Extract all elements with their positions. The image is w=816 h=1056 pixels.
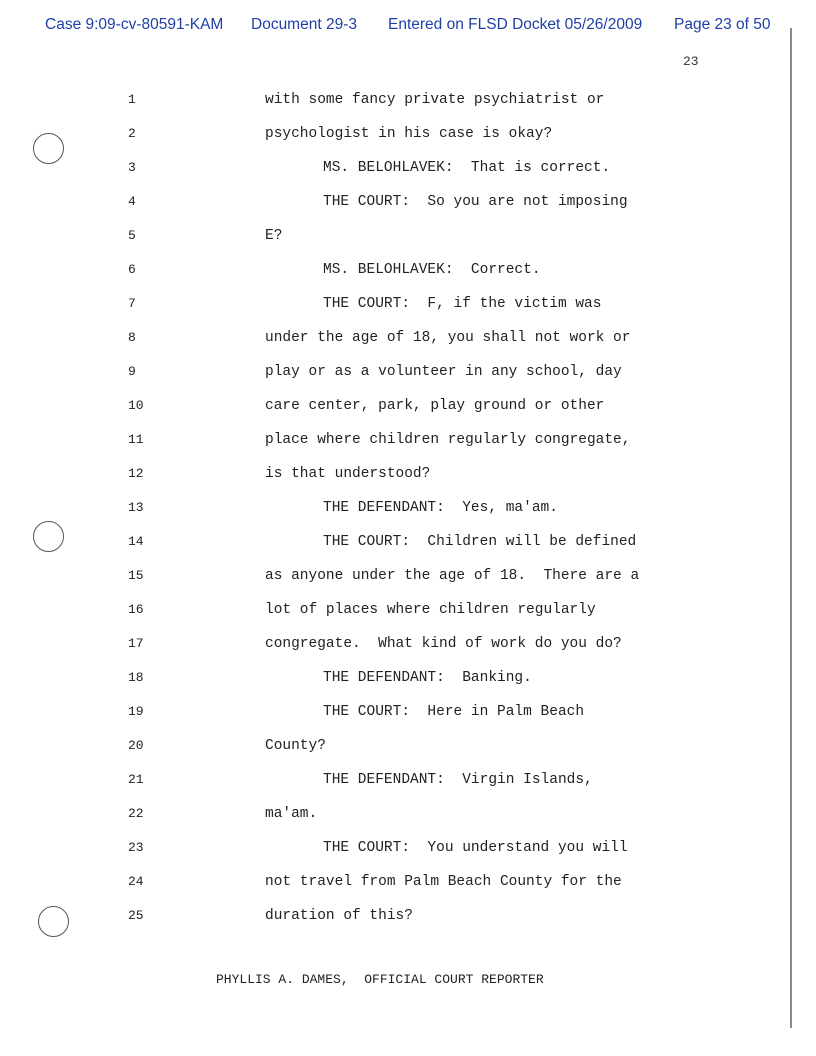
line-text: THE COURT: Here in Palm Beach [323, 704, 585, 720]
transcript-line [0, 500, 790, 520]
line-number: 1 [128, 92, 136, 107]
transcript-line [0, 636, 790, 656]
transcript-line [0, 126, 790, 146]
line-number: 18 [128, 670, 144, 685]
line-number: 25 [128, 908, 144, 923]
line-text: THE COURT: So you are not imposing [323, 194, 628, 210]
line-number: 10 [128, 398, 144, 413]
line-text: care center, park, play ground or other [265, 398, 605, 414]
line-text: MS. BELOHLAVEK: Correct. [323, 262, 541, 278]
line-number: 20 [128, 738, 144, 753]
line-text: with some fancy private psychiatrist or [265, 92, 605, 108]
transcript-line [0, 908, 790, 928]
line-number: 15 [128, 568, 144, 583]
line-text: THE DEFENDANT: Banking. [323, 670, 532, 686]
document-number: Document 29-3 [251, 16, 357, 33]
line-text: THE COURT: F, if the victim was [323, 296, 602, 312]
line-text: THE COURT: You understand you will [323, 840, 628, 856]
line-text: as anyone under the age of 18. There are a [265, 568, 640, 584]
transcript-line [0, 568, 790, 588]
line-text: play or as a volunteer in any school, day [265, 364, 622, 380]
line-text: THE COURT: Children will be defined [323, 534, 637, 550]
line-number: 14 [128, 534, 144, 549]
transcript-line [0, 840, 790, 860]
line-text: MS. BELOHLAVEK: That is correct. [323, 160, 611, 176]
line-text: ma'am. [265, 806, 318, 822]
line-text: place where children regularly congregate, [265, 432, 631, 448]
line-number: 6 [128, 262, 136, 277]
line-number: 2 [128, 126, 136, 141]
transcript-line [0, 738, 790, 758]
transcript-line [0, 194, 790, 214]
line-text: County? [265, 738, 326, 754]
page-counter: Page 23 of 50 [674, 16, 771, 33]
transcript-line [0, 534, 790, 554]
line-text: congregate. What kind of work do you do? [265, 636, 622, 652]
line-number: 21 [128, 772, 144, 787]
line-text: duration of this? [265, 908, 413, 924]
line-number: 17 [128, 636, 144, 651]
transcript-line [0, 466, 790, 486]
transcript-line [0, 806, 790, 826]
line-number: 23 [128, 840, 144, 855]
transcript-line [0, 704, 790, 724]
transcript-line [0, 92, 790, 112]
line-number: 7 [128, 296, 136, 311]
line-number: 19 [128, 704, 144, 719]
line-text: psychologist in his case is okay? [265, 126, 553, 142]
line-text: lot of places where children regularly [265, 602, 596, 618]
transcript-line [0, 398, 790, 418]
transcript-line [0, 602, 790, 622]
line-text: THE DEFENDANT: Virgin Islands, [323, 772, 593, 788]
line-text: E? [265, 228, 283, 244]
line-number: 22 [128, 806, 144, 821]
line-number: 13 [128, 500, 144, 515]
transcript-line [0, 364, 790, 384]
line-text: is that understood? [265, 466, 431, 482]
court-reporter-footer: PHYLLIS A. DAMES, OFFICIAL COURT REPORTER [216, 972, 544, 987]
transcript-line [0, 874, 790, 894]
line-number: 16 [128, 602, 144, 617]
line-number: 4 [128, 194, 136, 209]
transcript-line [0, 330, 790, 350]
transcript-line [0, 670, 790, 690]
line-text: THE DEFENDANT: Yes, ma'am. [323, 500, 558, 516]
transcript-line [0, 160, 790, 180]
line-number: 11 [128, 432, 144, 447]
case-number: Case 9:09-cv-80591-KAM [45, 16, 224, 33]
line-number: 3 [128, 160, 136, 175]
transcript-line [0, 432, 790, 452]
transcript-line [0, 296, 790, 316]
transcript-page-number: 23 [683, 54, 699, 69]
docket-entry-date: Entered on FLSD Docket 05/26/2009 [388, 16, 643, 33]
line-number: 8 [128, 330, 136, 345]
transcript-line [0, 262, 790, 282]
transcript-line [0, 772, 790, 792]
line-number: 5 [128, 228, 136, 243]
line-number: 12 [128, 466, 144, 481]
line-number: 24 [128, 874, 144, 889]
line-text: under the age of 18, you shall not work or [265, 330, 631, 346]
line-text: not travel from Palm Beach County for the [265, 874, 622, 890]
line-number: 9 [128, 364, 136, 379]
transcript-line [0, 228, 790, 248]
